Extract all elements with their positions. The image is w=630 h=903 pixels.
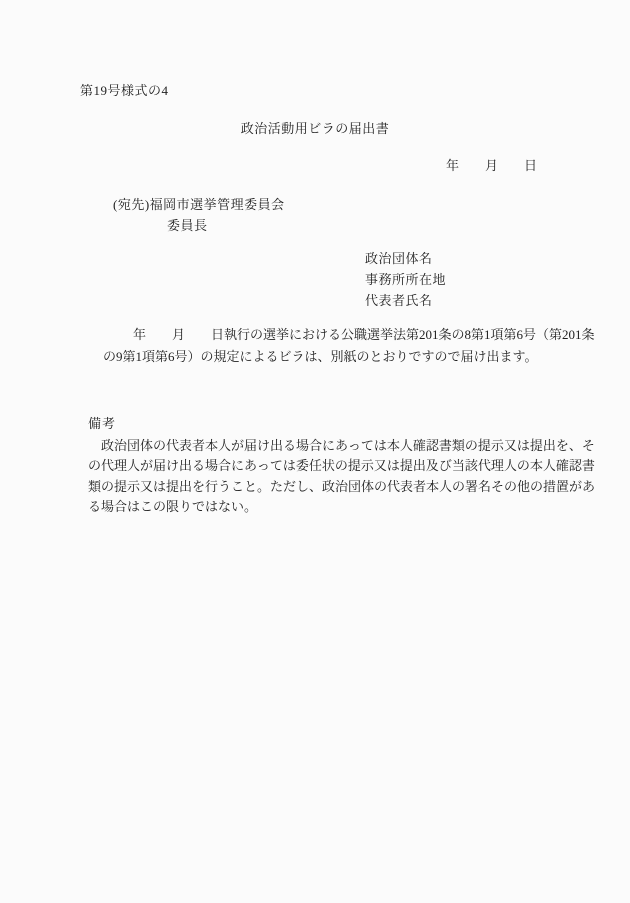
addressee-chairperson: 委員長 xyxy=(167,218,208,233)
field-representative-name: 代表者氏名 xyxy=(365,293,433,308)
remark-line-2: の代理人が届け出る場合にあっては委任状の提示又は提出及び当該代理人の本人確認書 xyxy=(88,458,595,474)
date-blank-line: 年 月 日 xyxy=(446,158,538,173)
remark-line-4: る場合はこの限りではない。 xyxy=(88,499,258,515)
remarks-heading: 備考 xyxy=(88,416,117,431)
remarks-paragraph xyxy=(88,436,596,518)
body-line-1: 年 月 日執行の選挙における公職選挙法第201条の8第1項第6号（第201条 xyxy=(133,327,595,342)
field-office-address: 事務所所在地 xyxy=(365,272,447,287)
form-number: 第19号様式の4 xyxy=(80,83,169,98)
notification-body xyxy=(103,324,603,368)
body-line-2: の9第1項第6号）の規定によるビラは、別紙のとおりですので届け出ます。 xyxy=(103,349,538,364)
remark-line-3: 類の提示又は提出を行うこと。ただし、政治団体の代表者本人の署名その他の措置があ xyxy=(88,478,596,494)
remark-line-1: 政治団体の代表者本人が届け出る場合にあっては本人確認書類の提示又は提出を、そ xyxy=(101,438,595,453)
document-title: 政治活動用ビラの届出書 xyxy=(240,121,390,136)
applicant-fields xyxy=(365,248,446,311)
addressee-commission: (宛先)福岡市選挙管理委員会 xyxy=(113,197,285,212)
field-political-organization-name: 政治団体名 xyxy=(365,251,433,266)
